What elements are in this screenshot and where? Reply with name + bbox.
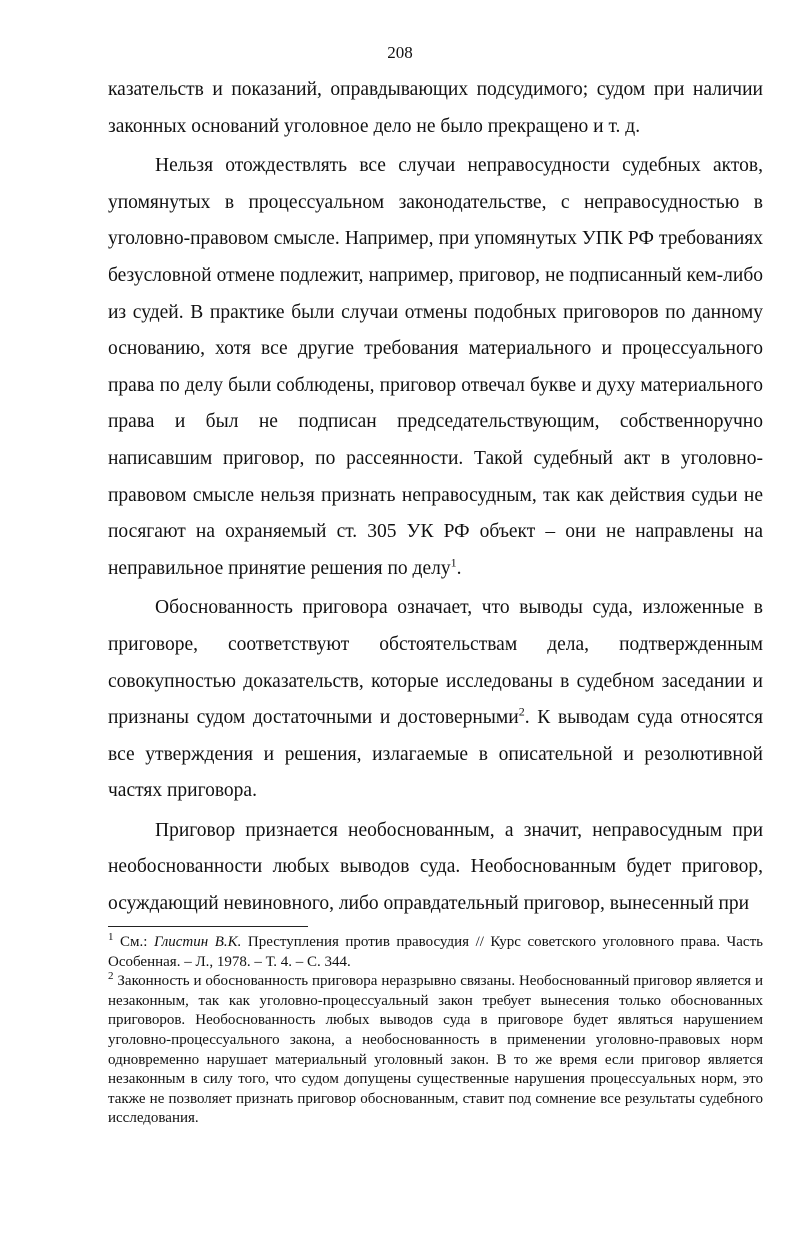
footnote-text: Законность и обоснованность приговора неразрывно связаны. Необоснованный приговор является и незаконным, так как уголовно-процессуальный закон требует вынесения только обоснованных приговоров. Необоснованность любых выводов суда в приговоре будет являться нарушением уголовно-процессуального закона, а необоснованность в применении уголовно-правовых норм одновременно нарушает материальный уголовный закон. В то же время если приговор является незаконным в силу того, что судом допущены существенные нарушения процессуальных норм, это также не позволяет признать приговор обоснованным, ставит под сомнение все результаты судебного исследования.	[108, 973, 763, 1127]
footnote	[108, 933, 763, 972]
paragraph-text: . К выводам суда относятся все утверждения и решения, излагаемые в описательной и резолютивной частях приговора.	[108, 707, 763, 802]
main-text	[108, 72, 763, 923]
paragraph-text: казательств и показаний, оправдывающих подсудимого; судом при наличии законных оснований уголовное дело не было прекращено и т. д.	[108, 79, 763, 137]
footnote	[108, 972, 763, 1129]
footnote-divider	[108, 926, 308, 927]
paragraph	[108, 813, 763, 923]
paragraph-text: Приговор признается необоснованным, а значит, неправосудным при необоснованности любых выводов суда. Необоснованным будет приговор, осуждающий невиновного, либо оправдательный приговор, вынесенный при	[108, 819, 763, 915]
footnote-reference[interactable]: 1	[450, 555, 457, 570]
paragraph-text: Нельзя отождествлять все случаи неправосудности судебных актов, упомянутых в процессуальном законодательстве, с неправосудностью в уголовно-правовом смысле. Например, при упомянутых УПК РФ требованиях безусловной отмене подлежит, например, приговор, не подписанный кем-либо из судей. В практике были случаи отмены подобных приговоров по данному основанию, хотя все другие требования материального и процессуального права по делу были соблюдены, приговор отвечал букве и духу материального права и был не подписан председательствующим, собственноручно написавшим приговор, по рассеянности. Такой судебный акт в уголовно-правовом смысле нельзя признать неправосудным, так как действия судьи не посягают на охраняемый ст. 305 УК РФ объект – они не направлены на неправильное принятие решения по делу	[108, 155, 763, 579]
footnote-reference[interactable]: 2	[518, 704, 525, 719]
footnote-mark: 1	[108, 931, 114, 943]
paragraph: Нельзя отождествлять все случаи неправосудности судебных актов, упомянутых в процессуальном законодательстве, с неправосудностью в уголовно-правовом смысле. Например, при упомянутых УПК РФ требованиях безусловной отмене подлежит, например, приговор, не подписанный кем-либо из судей. В практике были случаи отмены подобных приговоров по данному основанию, хотя все другие требования материального и процессуального права по делу были соблюдены, приговор отвечал букве и духу материального права и был не подписан председательствующим, собственноручно написавшим приговор, по рассеянности. Такой судебный акт в уголовно-правовом смысле нельзя признать неправосудным, так как действия судьи не посягают на охраняемый ст. 305 УК РФ объект – они не направлены на неправильное принятие решения по делу$^1$.	[108, 155, 763, 579]
footnote-mark: 2	[108, 970, 114, 983]
footnote-prefix: См.:	[120, 934, 154, 950]
paragraph-text: Обоснованность приговора означает, что выводы суда, изложенные в приговоре, соответствуют обстоятельствам дела, подтвержденным совокупностью доказательств, которые исследованы в судебном заседании и признаны судом достаточными и достоверными	[108, 597, 763, 729]
footnote-text: Преступления против правосудия // Курс советского уголовного права. Часть Особенная. – Л., 1978. – Т. 4. – С. 344.	[108, 934, 763, 970]
footnote-author: Глистин В.К.	[153, 934, 242, 950]
footnotes	[108, 933, 763, 1129]
paragraph	[108, 590, 763, 810]
page-number: 208	[387, 43, 413, 62]
paragraph-continuation	[108, 72, 763, 145]
